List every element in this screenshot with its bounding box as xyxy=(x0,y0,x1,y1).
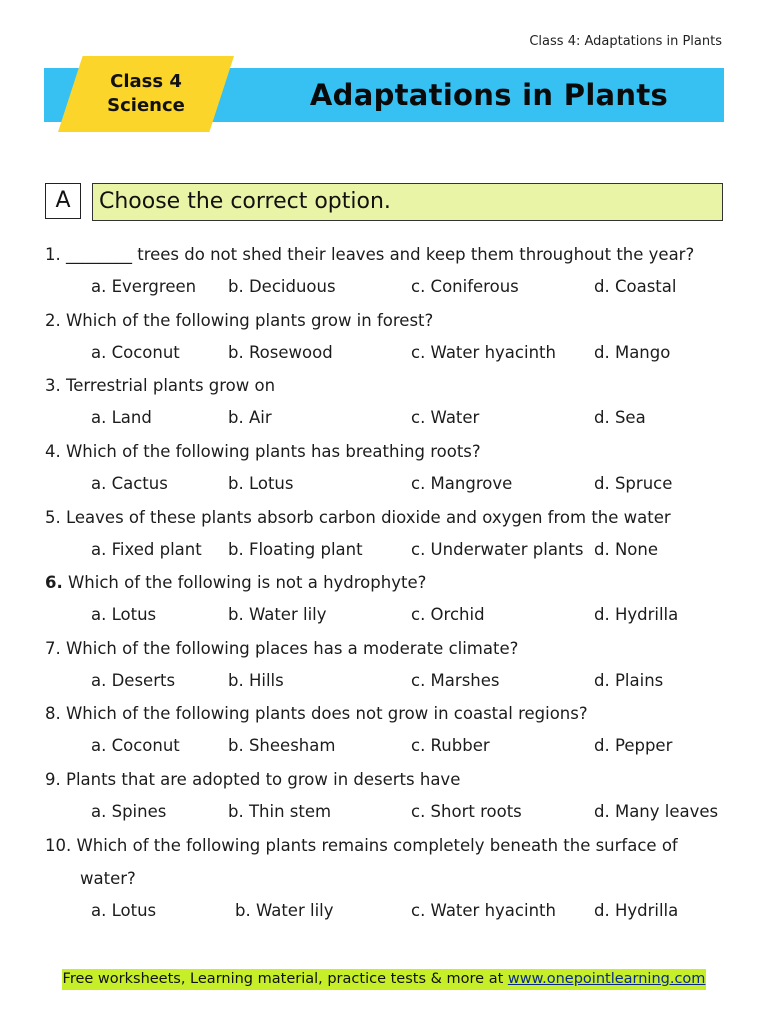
option-10c: c. Water hyacinth xyxy=(411,901,556,920)
option-2a: a. Coconut xyxy=(91,343,180,362)
option-8d: d. Pepper xyxy=(594,736,673,755)
option-7a: a. Deserts xyxy=(91,671,176,690)
option-7c: c. Marshes xyxy=(411,671,500,690)
question-6 xyxy=(45,573,426,592)
question-10-continued: water? xyxy=(80,869,136,888)
option-8a: a. Coconut xyxy=(91,736,180,755)
question-8: 8. Which of the following plants does not grow in coastal regions? xyxy=(45,704,588,723)
option-8c: c. Rubber xyxy=(411,736,490,755)
question-6-number: 6. xyxy=(45,573,63,592)
option-4c: c. Mangrove xyxy=(411,474,513,493)
section-letter: A xyxy=(45,183,81,219)
option-6d: d. Hydrilla xyxy=(594,605,679,624)
option-10a: a. Lotus xyxy=(91,901,157,920)
option-9a: a. Spines xyxy=(91,802,167,821)
question-10: 10. Which of the following plants remains completely beneath the surface of xyxy=(45,836,678,855)
footer-website-link[interactable]: www.onepointlearning.com xyxy=(507,971,706,987)
option-1b: b. Deciduous xyxy=(228,277,336,296)
question-1: 1. ________ trees do not shed their leaves and keep them throughout the year? xyxy=(45,245,695,264)
worksheet-title: Adaptations in Plants xyxy=(309,78,669,112)
option-9c: c. Short roots xyxy=(411,802,522,821)
option-5b: b. Floating plant xyxy=(228,540,363,559)
option-2b: b. Rosewood xyxy=(228,343,333,362)
option-3b: b. Air xyxy=(228,408,272,427)
option-3d: d. Sea xyxy=(594,408,646,427)
option-3c: c. Water xyxy=(411,408,480,427)
option-7b: b. Hills xyxy=(228,671,284,690)
option-4b: b. Lotus xyxy=(228,474,294,493)
option-5c: c. Underwater plants xyxy=(411,540,584,559)
footer-text: Free worksheets, Learning material, practice tests & more at xyxy=(62,971,508,987)
option-7d: d. Plains xyxy=(594,671,664,690)
section-instruction: Choose the correct option. xyxy=(92,183,723,221)
option-6b: b. Water lily xyxy=(228,605,327,624)
option-2d: d. Mango xyxy=(594,343,671,362)
page-header-label: Class 4: Adaptations in Plants xyxy=(529,34,722,49)
option-1a: a. Evergreen xyxy=(91,277,197,296)
question-7: 7. Which of the following places has a moderate climate? xyxy=(45,639,519,658)
option-1d: d. Coastal xyxy=(594,277,677,296)
option-5a: a. Fixed plant xyxy=(91,540,202,559)
option-10b: b. Water lily xyxy=(235,901,334,920)
question-4: 4. Which of the following plants has breathing roots? xyxy=(45,442,481,461)
question-2: 2. Which of the following plants grow in forest? xyxy=(45,311,434,330)
question-3: 3. Terrestrial plants grow on xyxy=(45,376,276,395)
footer-banner xyxy=(62,969,706,990)
option-10d: d. Hydrilla xyxy=(594,901,679,920)
badge-class-label: Class 4 xyxy=(110,71,182,92)
option-9d: d. Many leaves xyxy=(594,802,719,821)
option-3a: a. Land xyxy=(91,408,152,427)
option-4d: d. Spruce xyxy=(594,474,673,493)
question-5: 5. Leaves of these plants absorb carbon dioxide and oxygen from the water xyxy=(45,508,671,527)
badge-subject-label: Science xyxy=(107,95,185,116)
option-8b: b. Sheesham xyxy=(228,736,336,755)
option-9b: b. Thin stem xyxy=(228,802,332,821)
option-6c: c. Orchid xyxy=(411,605,485,624)
option-6a: a. Lotus xyxy=(91,605,157,624)
option-2c: c. Water hyacinth xyxy=(411,343,556,362)
option-4a: a. Cactus xyxy=(91,474,168,493)
question-9: 9. Plants that are adopted to grow in deserts have xyxy=(45,770,461,789)
class-badge-text xyxy=(58,56,234,132)
option-5d: d. None xyxy=(594,540,659,559)
question-6-text: Which of the following is not a hydrophyte? xyxy=(62,573,427,592)
option-1c: c. Coniferous xyxy=(411,277,519,296)
